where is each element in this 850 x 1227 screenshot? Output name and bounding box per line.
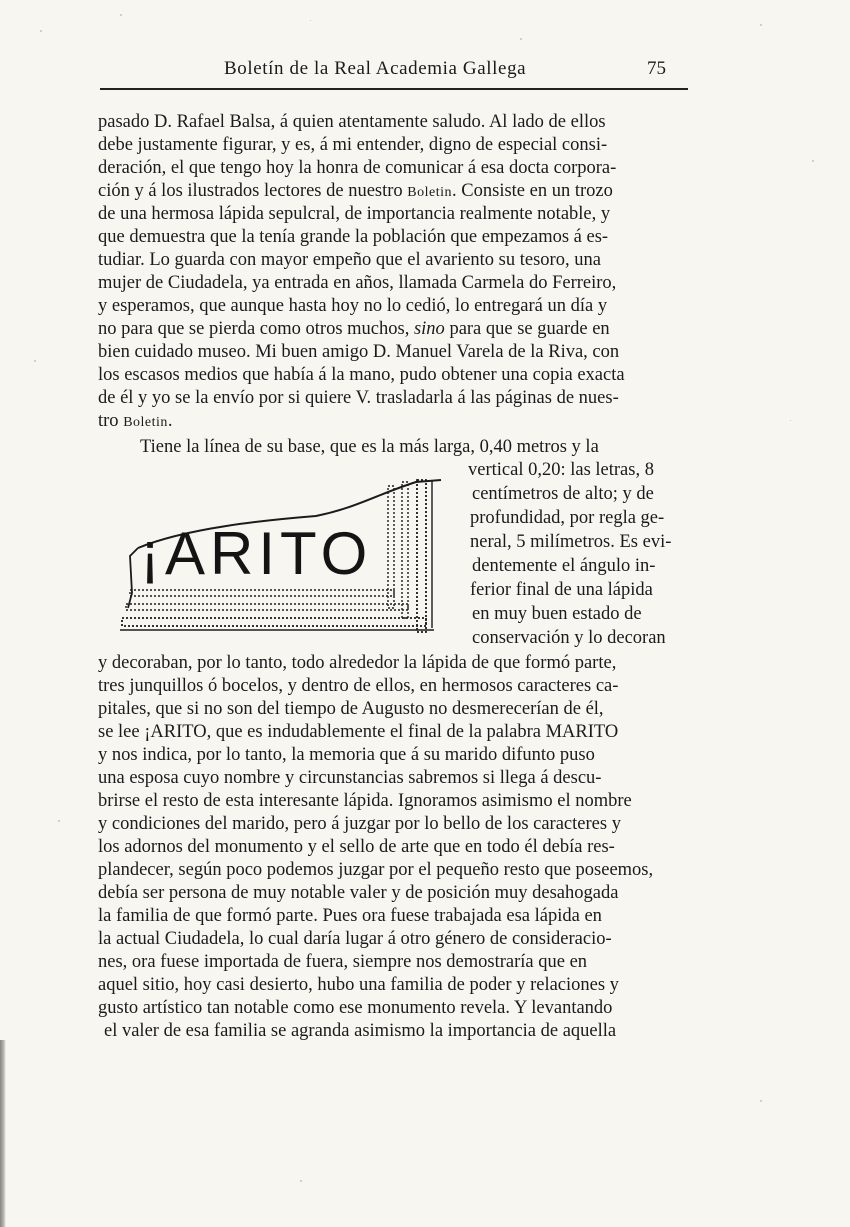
text-segment: tro: [98, 411, 119, 431]
text-line: debe justamente figurar, y es, á mi entender, digno de especial consi-: [98, 135, 608, 155]
text-line: brirse el resto de esta interesante lápida. Ignoramos asimismo el nombre: [98, 791, 632, 811]
text-line: conservación y lo decoran: [472, 628, 666, 648]
text-line: y condiciones del marido, pero á juzgar por lo bello de los caracteres y: [98, 814, 621, 834]
text-line: bien cuidado museo. Mi buen amigo D. Manuel Varela de la Riva, con: [98, 342, 620, 362]
text-line: [98, 180, 686, 204]
text-segment: . Consiste en un trozo: [452, 181, 613, 201]
text-line: el valer de esa familia se agranda asimismo la importancia de aquella: [104, 1021, 617, 1041]
text-line: los escasos medios que había á la mano, pudo obtener una copia exacta: [98, 365, 625, 385]
text-line: [98, 318, 686, 340]
text-line: dentemente el ángulo in-: [472, 556, 656, 576]
text-line: que demuestra que la tenía grande la población que empezamos á es-: [98, 227, 609, 247]
header-rule: [100, 88, 688, 90]
text-line: ferior final de una lápida: [470, 580, 653, 600]
text-line: debía ser persona de muy notable valer y de posición muy desahogada: [98, 883, 619, 903]
text-line: y decoraban, por lo tanto, todo alrededor la lápida de que formó parte,: [98, 653, 617, 673]
text-line: pasado D. Rafael Balsa, á quien atentamente saludo. Al lado de ellos: [98, 112, 606, 132]
text-line: nes, ora fuese importada de fuera, siempre nos demostraría que en: [98, 952, 588, 972]
text-segment: ción y á los ilustrados lectores de nuestro: [98, 181, 403, 201]
text-line: se lee ¡ARITO, que es indudablemente el final de la palabra MARITO: [98, 722, 619, 742]
text-line: y esperamos, que aunque hasta hoy no lo cedió, lo entregará un día y: [98, 296, 608, 316]
text-line: tres junquillos ó bocelos, y dentro de ellos, en hermosos caracteres ca-: [98, 676, 619, 696]
text-line: aquel sitio, hoy casi desierto, hubo una familia de poder y relaciones y: [98, 975, 619, 995]
text-line: tro Boletin.: [98, 411, 173, 431]
text-line: de una hermosa lápida sepulcral, de importancia realmente notable, y: [98, 204, 611, 224]
text-line: pitales, que si no son del tiempo de Augusto no desmerecerían de él,: [98, 699, 604, 719]
text-line: la familia de que formó parte. Pues ora fuese trabajada esa lápida en: [98, 906, 602, 926]
text-line: la actual Ciudadela, lo cual daría lugar á otro género de consideracio-: [98, 929, 612, 949]
text-line: de él y yo se la envío por si quiere V. trasladarla á las páginas de nues-: [98, 388, 619, 408]
text-line: y nos indica, por lo tanto, la memoria que á su marido difunto puso: [98, 745, 595, 765]
text-line: profundidad, por regla ge-: [470, 508, 665, 528]
text-line: tudiar. Lo guarda con mayor empeño que el avariento su tesoro, una: [98, 250, 601, 270]
text-line: plandecer, según poco podemos juzgar por el pequeño resto que poseemos,: [98, 860, 654, 880]
boletin-smallcaps: Boletin: [407, 185, 453, 200]
inscription-figure: [116, 478, 456, 638]
page-number: 75: [647, 58, 666, 79]
text-line: mujer de Ciudadela, ya entrada en años, llamada Carmela do Ferreiro,: [98, 273, 617, 293]
italic-word: sino: [413, 319, 445, 339]
text-line: deración, el que tengo hoy la honra de comunicar á esa docta corpora-: [98, 158, 617, 178]
text-line: neral, 5 milímetros. Es evi-: [470, 532, 672, 552]
text-line: una esposa cuyo nombre y circunstancias sabremos si llega á descu-: [98, 768, 602, 788]
text-segment: para que se guarde en: [444, 319, 610, 339]
boletin-smallcaps: Boletin: [123, 415, 168, 430]
journal-title: Boletín de la Real Academia Gallega: [224, 58, 527, 79]
text-line: los adornos del monumento y el sello de arte que en todo él debía res-: [98, 837, 615, 857]
running-header: [100, 58, 688, 88]
text-line: centímetros de alto; y de: [472, 484, 654, 504]
lapida-drawing: [116, 478, 456, 638]
text-line: gusto artístico tan notable como ese monumento revela. Y levantando: [98, 998, 613, 1018]
text-segment: no para que se pierda como otros muchos,: [98, 319, 410, 339]
text-line: Tiene la línea de su base, que es la más larga, 0,40 metros y la: [140, 437, 599, 457]
inscription-text: ¡ARITO: [140, 520, 373, 587]
text-line: en muy buen estado de: [472, 604, 642, 624]
text-line: vertical 0,20: las letras, 8: [468, 460, 654, 480]
